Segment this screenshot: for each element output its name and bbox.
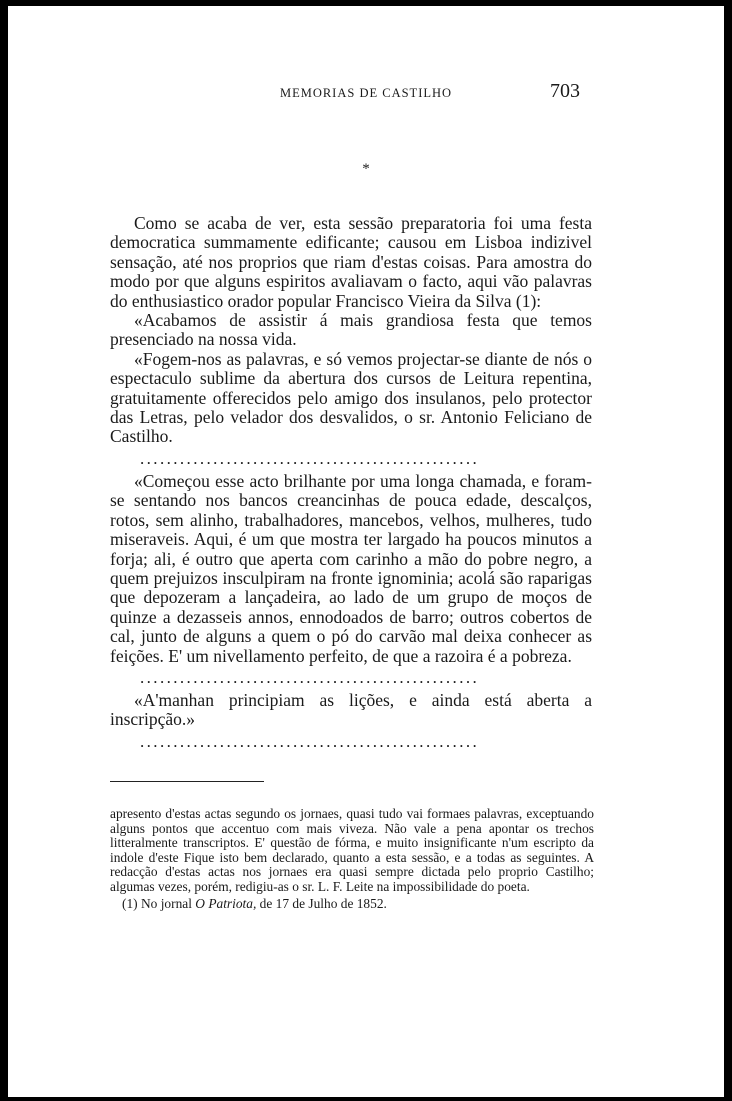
main-text xyxy=(110,214,592,755)
journal-title: O Patriota, xyxy=(195,895,257,911)
ellipsis-separator: ................................................... xyxy=(140,731,480,751)
footnote-1 xyxy=(110,897,594,912)
section-ornament: * xyxy=(362,161,370,177)
page-number: 703 xyxy=(550,80,580,102)
footnote-continuation: apresento d'estas actas segundo os jornaes, quasi tudo vai formaes palavras, exceptuando alguns pontos que accentuo com mais viveza. Não vale a pena apontar os trechos litteralmente transcriptos. E' questão de fórma, e muito insignificante n'um escripto da indole d'este Fique isto bem declarado, quanto a esta sessão, e a todas as seguintes. A redacção d'estas actas nos jornaes era quasi sempre dictada pelo proprio Castilho; algumas vezes, porém, redigiu-as o sr. L. F. Leite na impossibilidade do poeta. xyxy=(110,806,594,894)
footnote-rule xyxy=(110,781,264,782)
ellipsis-separator: ................................................... xyxy=(140,448,480,468)
paragraph-quote-3: «Começou esse acto brilhante por uma longa chamada, e foram-se sentando nos bancos creancinhas de pouca edade, descalços, rotos, sem alinho, trabalhadores, mancebos, velhos, mulheres, tudo miseraveis. Aqui, é um que mostra ter largado ha poucos minutos a forja; ali, é outro que aperta com carinho a mão do pobre negro, a quem prejuizos insculpiram na fronte ignominia; acolá são raparigas que depozeram a lançadeira, ao lado de um grupo de moços de quinze a dezasseis annos, ennodoados de barro; outros cobertos de cal, junto de alguns a quem o pó do carvão mal deixa conhecer as feições. E' um nivellamento perfeito, de que a razoira é a pobreza. xyxy=(110,470,592,666)
ellipsis-separator: ................................................... xyxy=(140,667,480,687)
paragraph-quote-4: «A'manhan principiam as lições, e ainda está aberta a inscripção.» xyxy=(110,689,592,730)
footnote-text-after: de 17 de Julho de 1852. xyxy=(259,895,387,911)
footnotes xyxy=(110,807,594,911)
footnote-text-before: No jornal xyxy=(140,895,192,911)
footnote-marker: (1) xyxy=(122,895,138,911)
paragraph-quote-2: «Fogem-nos as palavras, e só vemos projectar-se diante de nós o espectaculo sublime da abertura dos cursos de Leitura repentina, gratuitamente offerecidos pelo amigo dos insulanos, pelo protector das Letras, pelo velador dos desvalidos, o sr. Antonio Feliciano de Castilho. xyxy=(110,348,592,447)
running-header-title: MEMORIAS DE CASTILHO xyxy=(279,86,453,100)
paragraph-quote-1: «Acabamos de assistir á mais grandiosa festa que temos presenciado na nossa vida. xyxy=(110,310,592,350)
paragraph-intro: Como se acaba de ver, esta sessão preparatoria foi uma festa democratica summamente edificante; causou em Lisboa indizivel sensação, até nos proprios que riam d'estas coisas. Para amostra do modo por que alguns espiritos avaliavam o facto, aqui vão palavras do enthusiastico orador popular Francisco Vieira da Silva (1): xyxy=(110,213,592,311)
